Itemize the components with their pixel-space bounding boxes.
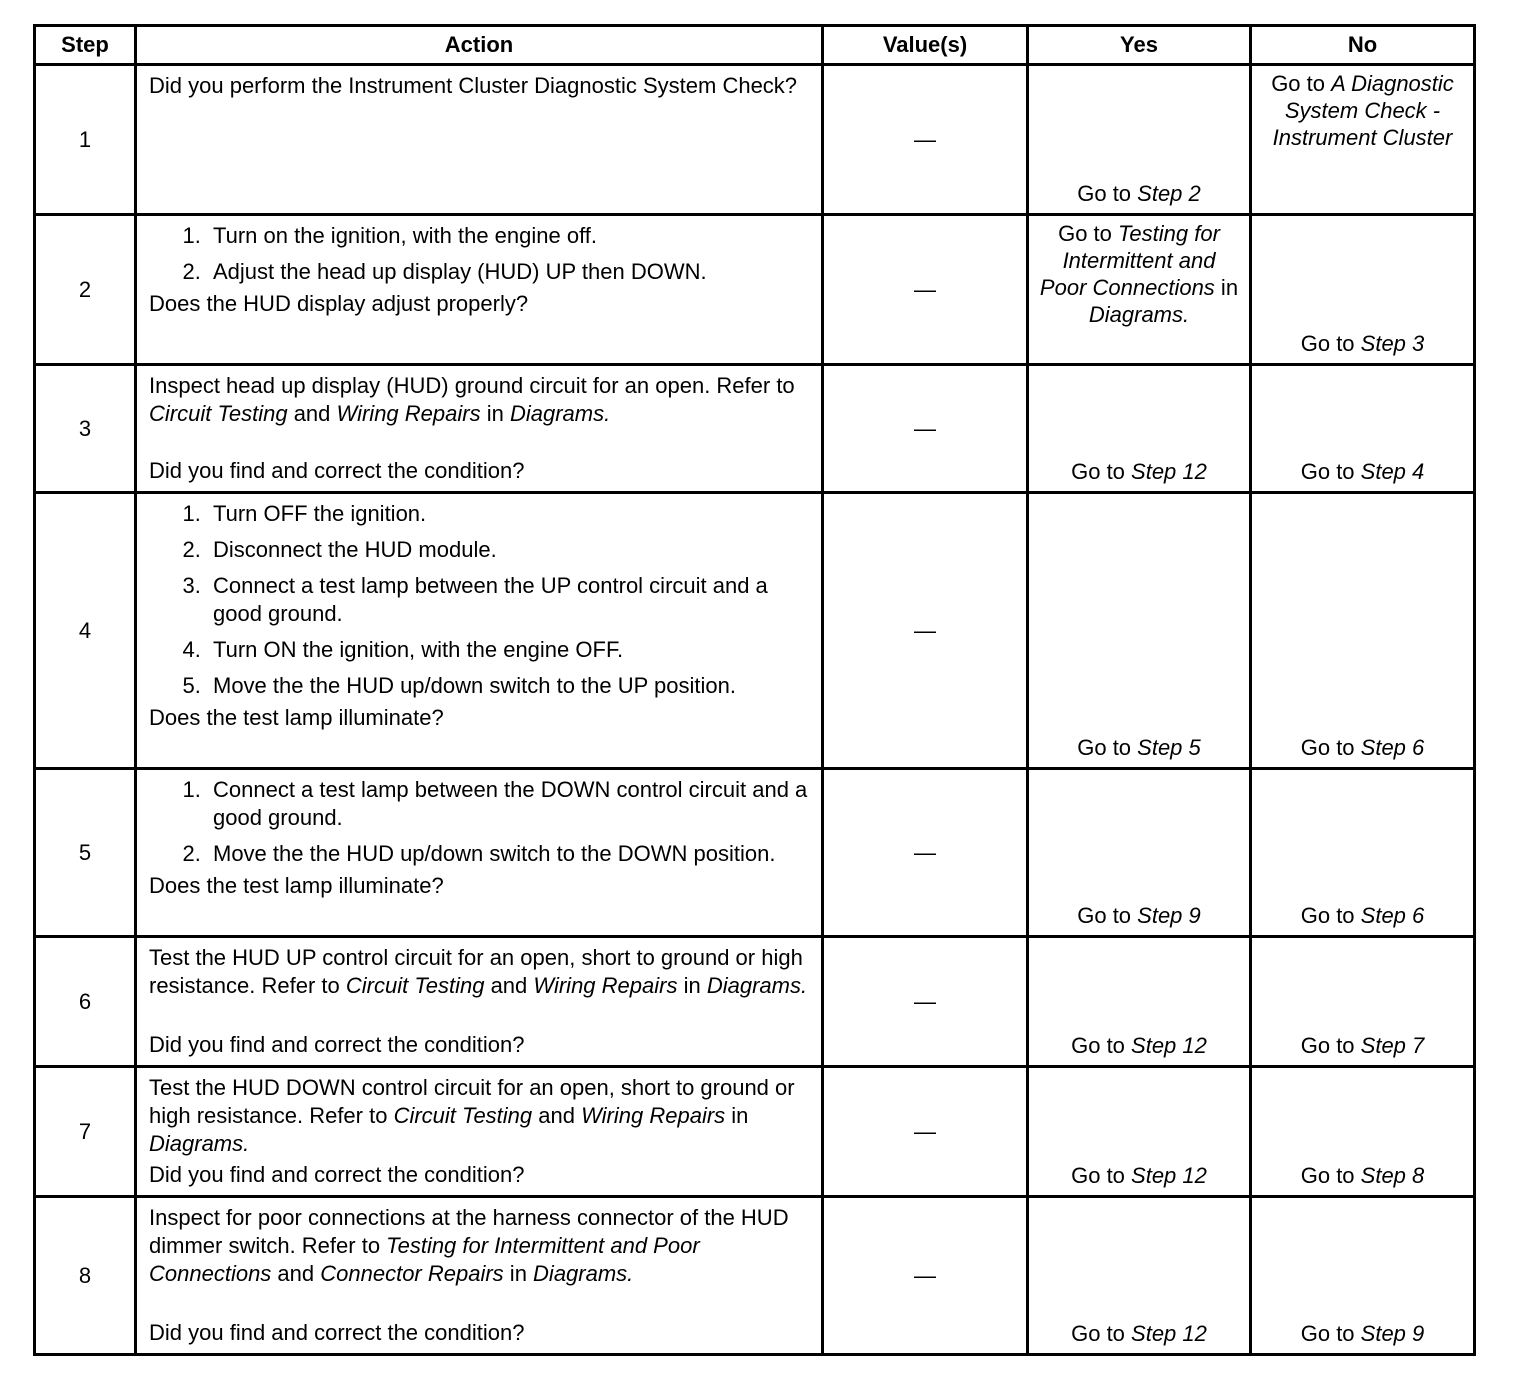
yes-text-segment: Go to — [1077, 181, 1138, 206]
action-text-segment: and — [287, 401, 337, 426]
action-cell — [136, 937, 823, 1067]
yes-cell — [1028, 1067, 1251, 1197]
action-cell — [136, 365, 823, 493]
action-text-segment: Diagrams. — [149, 1131, 250, 1156]
value-cell: — — [823, 1197, 1028, 1355]
action-step-item: 2. Move the the HUD up/down switch to the DOWN position. — [207, 840, 811, 868]
action-text-segment: Inspect for poor connections at the harness connector of the HUD dimmer switch. Refer to — [149, 1205, 789, 1258]
yes-text-segment: Step 12 — [1131, 1321, 1207, 1346]
action-text-segment: Inspect head up display (HUD) ground circuit for an open. Refer to — [149, 373, 795, 398]
no-cell — [1251, 65, 1475, 215]
action-text-segment: Circuit Testing — [149, 401, 288, 426]
action-text — [149, 1074, 811, 1158]
no-text-segment: A Diagnostic System Check - Instrument Cluster — [1272, 71, 1454, 150]
step-number: 8 — [35, 1197, 136, 1355]
table-row — [35, 1067, 1475, 1197]
action-step-item: 2. Adjust the head up display (HUD) UP then DOWN. — [207, 258, 811, 286]
action-question: Does the test lamp illuminate? — [149, 705, 444, 730]
header-action: Action — [136, 26, 823, 65]
action-text-segment: Wiring Repairs — [336, 401, 481, 426]
no-text-segment: Go to — [1300, 459, 1361, 484]
no-text-segment: Step 8 — [1360, 1163, 1425, 1188]
table-row — [35, 65, 1475, 215]
action-text-segment: in — [503, 1261, 534, 1286]
action-text-segment: and — [484, 973, 534, 998]
no-text-segment: Step 9 — [1360, 1321, 1425, 1346]
table-row — [35, 1197, 1475, 1355]
no-cell — [1251, 365, 1475, 493]
spacer — [149, 428, 811, 457]
yes-cell — [1028, 937, 1251, 1067]
yes-text-segment: Step 9 — [1137, 903, 1201, 928]
action-step-item: 4. Turn ON the ignition, with the engine OFF. — [207, 636, 811, 664]
no-text-segment: Go to — [1300, 735, 1361, 760]
step-number: 3 — [35, 365, 136, 493]
action-question: Does the HUD display adjust properly? — [149, 291, 529, 316]
yes-text-segment: Diagrams. — [1088, 302, 1190, 327]
yes-cell — [1028, 65, 1251, 215]
yes-cell — [1028, 493, 1251, 769]
action-step-item: 2. Disconnect the HUD module. — [207, 536, 811, 564]
step-number: 4 — [35, 493, 136, 769]
no-text-segment: Go to — [1271, 71, 1332, 96]
no-cell — [1251, 769, 1475, 937]
action-question: Does the test lamp illuminate? — [149, 873, 444, 898]
action-text-segment: in — [480, 401, 510, 426]
table-header-row — [35, 26, 1475, 65]
action-step-item: 5. Move the the HUD up/down switch to the UP position. — [207, 672, 811, 700]
table-row — [35, 937, 1475, 1067]
no-cell — [1251, 493, 1475, 769]
action-text-segment: Wiring Repairs — [533, 973, 678, 998]
yes-cell — [1028, 365, 1251, 493]
value-cell: — — [823, 65, 1028, 215]
no-text-segment: Go to — [1300, 331, 1361, 356]
yes-cell — [1028, 215, 1251, 365]
action-text-segment: Diagrams. — [533, 1261, 634, 1286]
yes-cell — [1028, 769, 1251, 937]
action-text-segment: Test the HUD DOWN control circuit for an open, short to ground or high resistance. Refer to — [149, 1075, 795, 1128]
action-text-segment: and — [532, 1103, 582, 1128]
yes-text-segment: Go to — [1058, 221, 1118, 246]
action-question: Did you find and correct the condition? — [149, 1032, 525, 1057]
header-no: No — [1251, 26, 1475, 65]
action-text-segment: Diagrams. — [509, 401, 611, 426]
step-number: 5 — [35, 769, 136, 937]
table-row — [35, 215, 1475, 365]
action-text — [149, 1204, 811, 1288]
no-text-segment: Go to — [1300, 1033, 1361, 1058]
header-step: Step — [35, 26, 136, 65]
step-number: 6 — [35, 937, 136, 1067]
yes-text-segment: Step 12 — [1131, 1163, 1207, 1188]
action-step-item: 1. Connect a test lamp between the DOWN control circuit and a good ground. — [207, 776, 811, 832]
action-text — [149, 372, 811, 428]
yes-text-segment: Testing for Intermittent and Poor Connections — [1039, 221, 1220, 300]
no-text-segment: Go to — [1300, 903, 1361, 928]
action-text-segment: Testing for Intermittent and Poor Connections — [149, 1233, 700, 1286]
action-step-item: 3. Connect a test lamp between the UP control circuit and a good ground. — [207, 572, 811, 628]
action-text: Did you perform the Instrument Cluster Diagnostic System Check? — [149, 73, 798, 98]
value-cell: — — [823, 1067, 1028, 1197]
value-cell: — — [823, 365, 1028, 493]
yes-text-segment: Step 2 — [1137, 181, 1201, 206]
action-text — [149, 944, 811, 1000]
action-steps-list — [149, 776, 811, 872]
no-text-segment: Step 3 — [1360, 331, 1425, 356]
no-cell — [1251, 215, 1475, 365]
action-step-item: 1. Turn on the ignition, with the engine off. — [207, 222, 811, 250]
action-steps-list — [149, 222, 811, 290]
table-body — [35, 65, 1475, 1355]
no-cell — [1251, 937, 1475, 1067]
header-yes: Yes — [1028, 26, 1251, 65]
action-cell — [136, 493, 823, 769]
diagnostic-table — [33, 24, 1476, 1356]
value-cell: — — [823, 937, 1028, 1067]
no-text-segment: Go to — [1300, 1321, 1361, 1346]
yes-text-segment: Go to — [1071, 1033, 1132, 1058]
yes-cell — [1028, 1197, 1251, 1355]
yes-text-segment: in — [1214, 275, 1239, 300]
action-text-segment: Circuit Testing — [393, 1103, 533, 1128]
no-text-segment: Step 6 — [1360, 735, 1425, 760]
action-step-item: 1. Turn OFF the ignition. — [207, 500, 811, 528]
action-steps-list — [149, 500, 811, 704]
no-text-segment: Go to — [1300, 1163, 1361, 1188]
no-cell — [1251, 1067, 1475, 1197]
no-text-segment: Step 6 — [1360, 903, 1425, 928]
action-cell — [136, 215, 823, 365]
action-question: Did you find and correct the condition? — [149, 458, 525, 483]
step-number: 2 — [35, 215, 136, 365]
action-text-segment: Diagrams. — [706, 973, 808, 998]
table-row — [35, 493, 1475, 769]
yes-text-segment: Step 5 — [1137, 735, 1201, 760]
action-cell — [136, 769, 823, 937]
yes-text-segment: Step 12 — [1131, 1033, 1207, 1058]
value-cell: — — [823, 215, 1028, 365]
spacer — [149, 1000, 811, 1031]
yes-text-segment: Go to — [1071, 1321, 1132, 1346]
yes-text-segment: Go to — [1071, 1163, 1132, 1188]
value-cell: — — [823, 769, 1028, 937]
action-cell — [136, 1067, 823, 1197]
header-values: Value(s) — [823, 26, 1028, 65]
table-row — [35, 769, 1475, 937]
action-question: Did you find and correct the condition? — [149, 1320, 525, 1345]
no-cell — [1251, 1197, 1475, 1355]
table-row — [35, 365, 1475, 493]
action-text-segment: Connector Repairs — [320, 1261, 504, 1286]
action-text-segment: in — [725, 1103, 749, 1128]
action-cell — [136, 65, 823, 215]
action-text-segment: Circuit Testing — [345, 973, 485, 998]
action-text-segment: in — [677, 973, 707, 998]
action-text-segment: Test the HUD UP control circuit for an open, short to ground or high resistance. Refer to — [149, 945, 803, 998]
action-text-segment: and — [271, 1261, 321, 1286]
yes-text-segment: Step 12 — [1131, 459, 1207, 484]
action-text-segment: Wiring Repairs — [581, 1103, 726, 1128]
yes-text-segment: Go to — [1071, 459, 1132, 484]
action-cell — [136, 1197, 823, 1355]
step-number: 7 — [35, 1067, 136, 1197]
action-question: Did you find and correct the condition? — [149, 1162, 525, 1187]
no-text-segment: Step 4 — [1360, 459, 1425, 484]
step-number: 1 — [35, 65, 136, 215]
value-cell: — — [823, 493, 1028, 769]
yes-text-segment: Go to — [1077, 903, 1138, 928]
no-text-segment: Step 7 — [1360, 1033, 1425, 1058]
yes-text-segment: Go to — [1077, 735, 1138, 760]
spacer — [149, 1288, 811, 1319]
